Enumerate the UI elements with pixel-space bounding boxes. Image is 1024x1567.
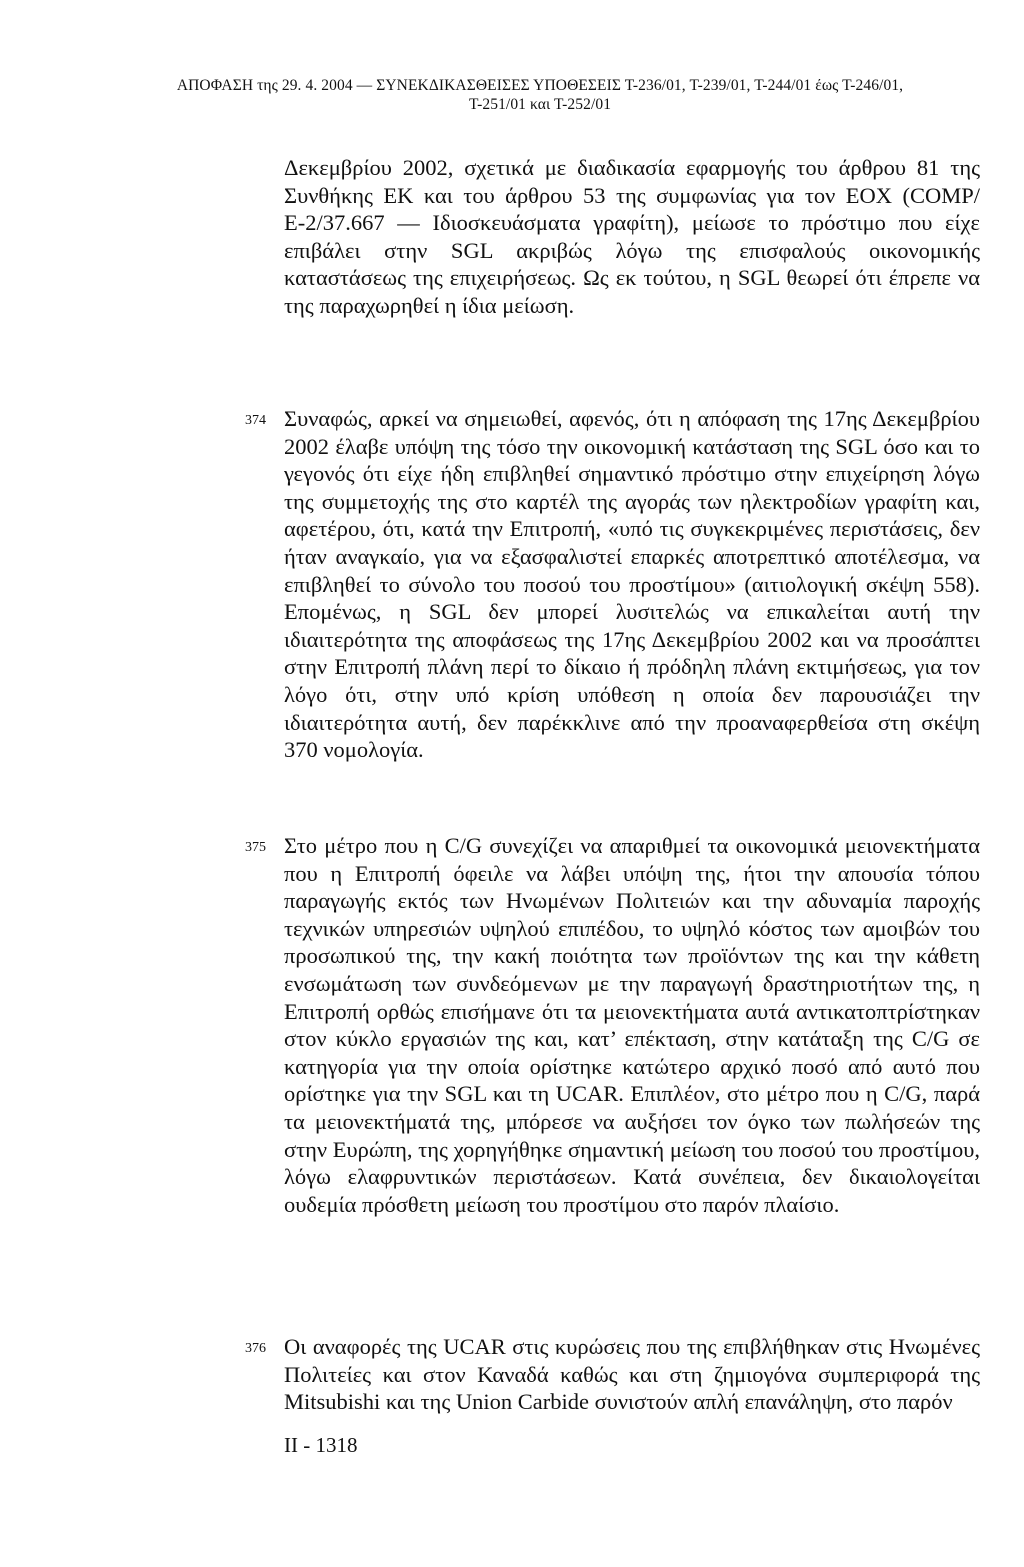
paragraph-number: 376 [245,1341,266,1356]
running-header-line-1: ΑΠΟΦΑΣΗ της 29. 4. 2004 — ΣΥΝΕΚΔΙΚΑΣΘΕΙΣΕΣ ΥΠΟΘΕΣΕΙΣ Τ-236/01, Τ-239/01, Τ-244/01 έως Τ-246/01, [176,77,904,94]
paragraph-text: Οι αναφορές της UCAR στις κυρώσεις που της επιβλήθηκαν στις Ηνωμένες Πολιτείες και στον Καναδά καθώς και στη ζημιογόνα συμπεριφορά της Mitsubishi και της Union Carbide συνιστούν απλή επανάληψη, στο παρόν [284,1334,980,1415]
paragraph-number: 374 [245,413,266,428]
running-header-line-2: Τ-251/01 και Τ-252/01 [468,96,612,113]
running-header [150,76,930,114]
paragraph-text: Συναφώς, αρκεί να σημειωθεί, αφενός, ότι η απόφαση της 17ης Δεκεμβρίου 2002 έλαβε υπόψη της τόσο την οικονομική κατάσταση της SGL όσο και το γεγονός ότι είχε ήδη επιβληθεί σημαντικό πρόστιμο στην επιχείρηση λόγω της συμμετοχής της στο καρτέλ της αγοράς των ηλεκτροδίων γραφίτη και, αφετέρου, ότι, κατά την Επιτροπή, «υπό τις συγκεκριμένες περιστάσεις, δεν ήταν αναγκαίο, για να εξασφαλιστεί επαρκές αποτρεπτικό αποτέλεσμα, να επιβληθεί το σύνολο του ποσού του προστίμου» (αιτιολογική σκέψη 558). Επομένως, η SGL δεν μπορεί λυσιτελώς να επικαλείται αυτή την ιδιαιτερότητα της αποφάσεως της 17ης Δεκεμβρίου 2002 και να προσάπτει στην Επιτροπή πλάνη περί το δίκαιο ή πρόδηλη πλάνη εκτιμήσεως, για τον λόγο ότι, στην υπό κρίση υπόθεση η οποία δεν παρουσιάζει την ιδιαιτερότητα αυτή, δεν παρέκκλινε από την προαναφερθείσα στη σκέψη 370 νομολογία. [284,406,980,763]
page-number: II - 1318 [284,1433,358,1457]
continuation-paragraph: Δεκεμβρίου 2002, σχετικά με διαδικασία εφαρμογής του άρθρου 81 της Συνθήκης ΕΚ και του άρθρου 53 της συμφωνίας για τον ΕΟΧ (COMP/Ε-2/37.667 — Ιδιοσκευάσματα γραφίτη), μείωσε το πρόστιμο που είχε επιβάλει στην SGL ακριβώς λόγω της επισφαλούς οικονομικής καταστάσεως της επιχειρήσεως. Ως εκ τούτου, η SGL θεωρεί ότι έπρεπε να της παραχωρηθεί η ίδια μείωση. [284,155,980,318]
paragraph-number: 375 [245,840,266,855]
paragraph-text: Στο μέτρο που η C/G συνεχίζει να απαριθμεί τα οικονομικά μειονεκτήματα που η Επιτροπή όφειλε να λάβει υπόψη της, ήτοι την απουσία τόπου παραγωγής εκτός των Ηνωμένων Πολιτειών και την αδυναμία παροχής τεχνικών υπηρεσιών υψηλού επιπέδου, το υψηλό κόστος των αμοιβών του προσωπικού της, την κακή ποιότητα των προϊόντων της και την κάθετη ενσωμάτωση των συνδεόμενων με την παραγωγή δραστηριοτήτων της, η Επιτροπή ορθώς επισήμανε ότι τα μειονεκτήματα αυτά αντικατοπτρίστηκαν στον κύκλο εργασιών της και, κατ’ επέκταση, στην κατάταξη της C/G σε κατηγορία για την οποία ορίστηκε κατώτερο αρχικό ποσό από αυτό που ορίστηκε για την SGL και τη UCAR. Επιπλέον, στο μέτρο που η C/G, παρά τα μειονεκτήματά της, μπόρεσε να αυξήσει τον όγκο των πωλήσεών της στην Ευρώπη, της χορηγήθηκε σημαντική μείωση του ποσού του προστίμου, λόγω ελαφρυντικών περιστάσεων. Κατά συνέπεια, δεν δικαιολογείται ουδεμία πρόσθετη μείωση του προστίμου στο παρόν πλαίσιο. [284,833,980,1217]
